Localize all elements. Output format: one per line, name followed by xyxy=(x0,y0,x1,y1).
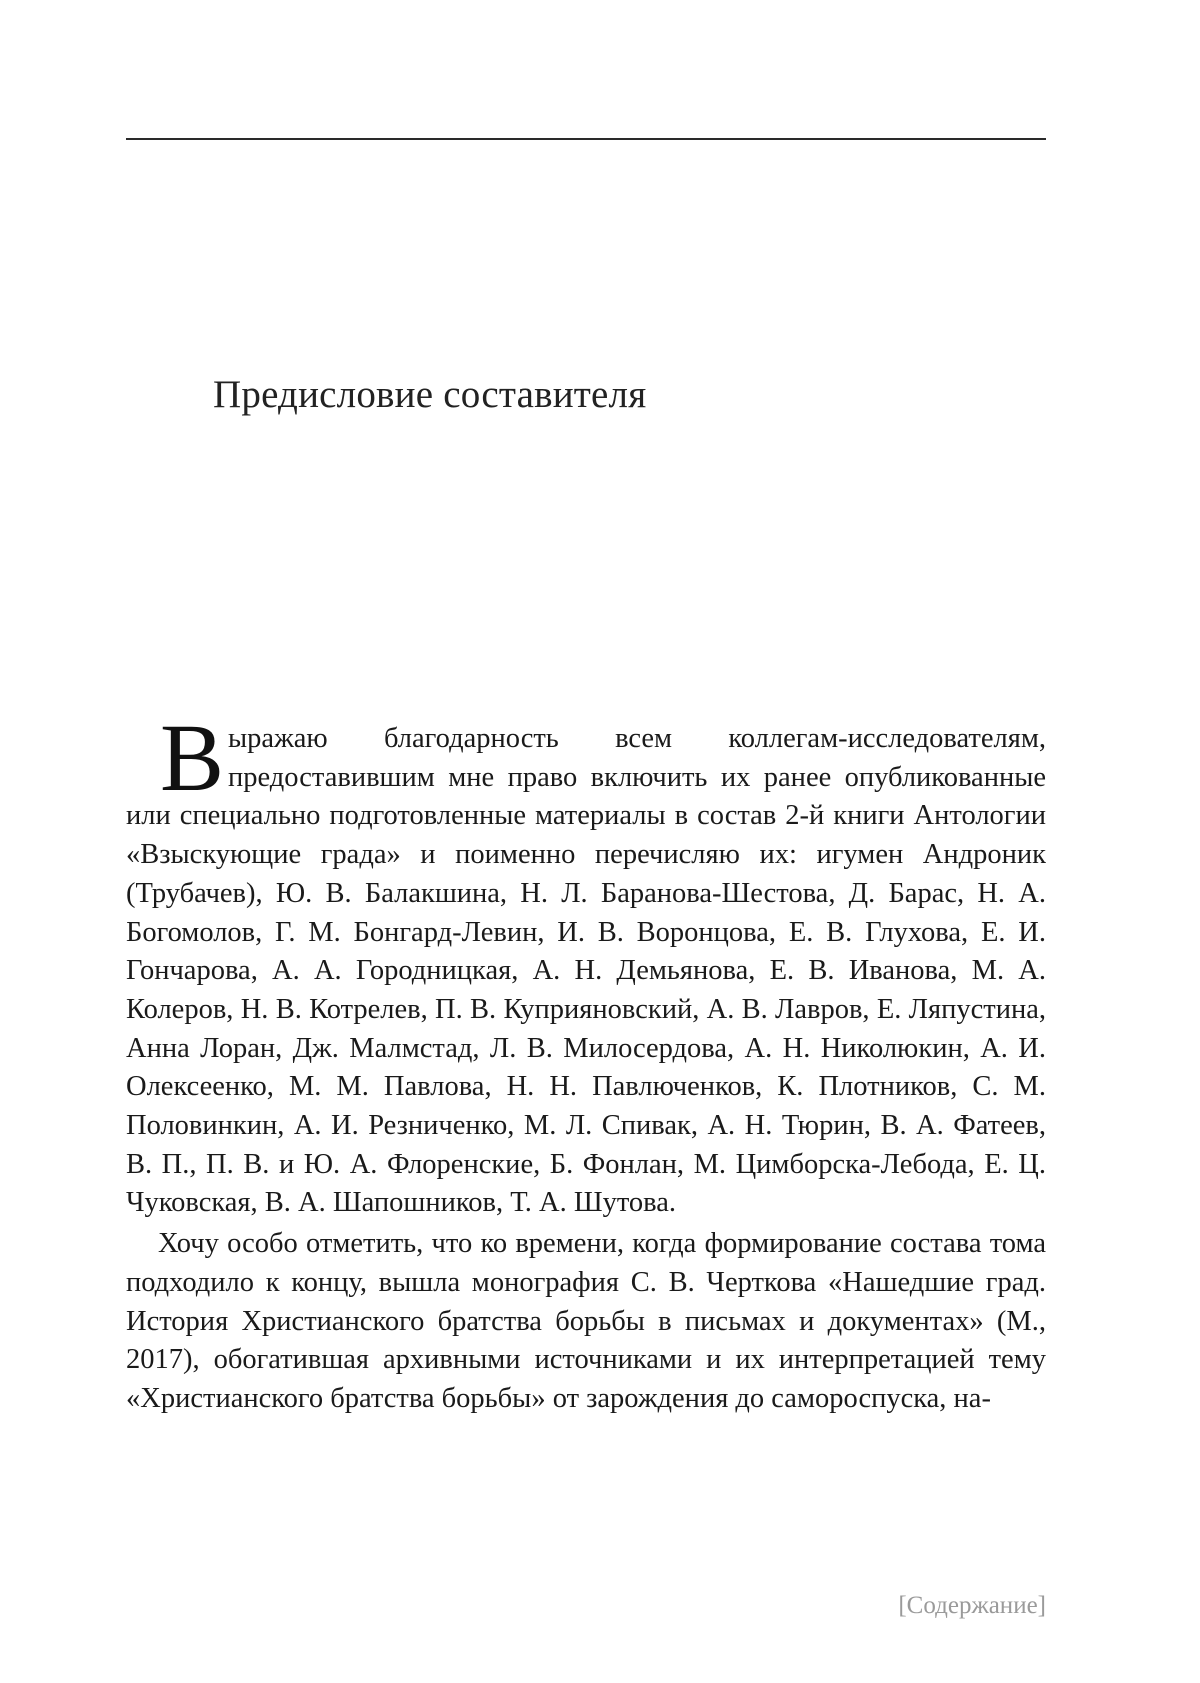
chapter-title: Предисловие составителя xyxy=(213,373,647,416)
toc-link[interactable]: [Содержание] xyxy=(898,1592,1046,1619)
paragraph-acknowledgements-text: ыражаю благодарность всем коллегам-исследователям, предоставившим мне право включить их ранее опубликованные или специально подготовленные материалы в состав 2-й книги Антологии «Взыскующие града» и поименно перечисляю их: игумен Андроник (Трубачев), Ю. В. Балакшина, Н. Л. Баранова-Шестова, Д. Барас, Н. А. Богомолов, Г. М. Бонгард-Левин, И. В. Воронцова, Е. В. Глухова, Е. И. Гончарова, А. А. Городницкая, А. Н. Демьянова, Е. В. Иванова, М. А. Колеров, Н. В. Котрелев, П. В. Куприяновский, А. В. Лавров, Е. Ляпустина, Анна Лоран, Дж. Малмстад, Л. В. Милосердова, А. Н. Николюкин, А. И. Олексеенко, М. М. Павлова, Н. Н. Павлюченков, К. Плотников, С. М. Половинкин, А. И. Резниченко, М. Л. Спивак, А. Н. Тюрин, В. А. Фатеев, В. П., П. В. и Ю. А. Флоренские, Б. Фонлан, М. Цимборска-Лебода, Е. Ц. Чуковская, В. А. Шапошников, Т. А. Шутова. xyxy=(126,723,1046,1219)
drop-cap: В xyxy=(160,704,225,811)
body-text xyxy=(126,704,1046,1419)
header-rule xyxy=(126,138,1046,140)
paragraph-monograph: Хочу особо отметить, что ко времени, когда формирование состава тома подходило к концу, вышла монография С. В. Черткова «Нашедшие град. История Христианского братства борьбы в письмах и документах» (М., 2017), обогатившая архивными источниками и их интерпретацией тему «Христианского братства борьбы» от зарождения до самороспуска, на- xyxy=(126,1228,1046,1414)
paragraph-acknowledgements xyxy=(126,704,1046,1223)
